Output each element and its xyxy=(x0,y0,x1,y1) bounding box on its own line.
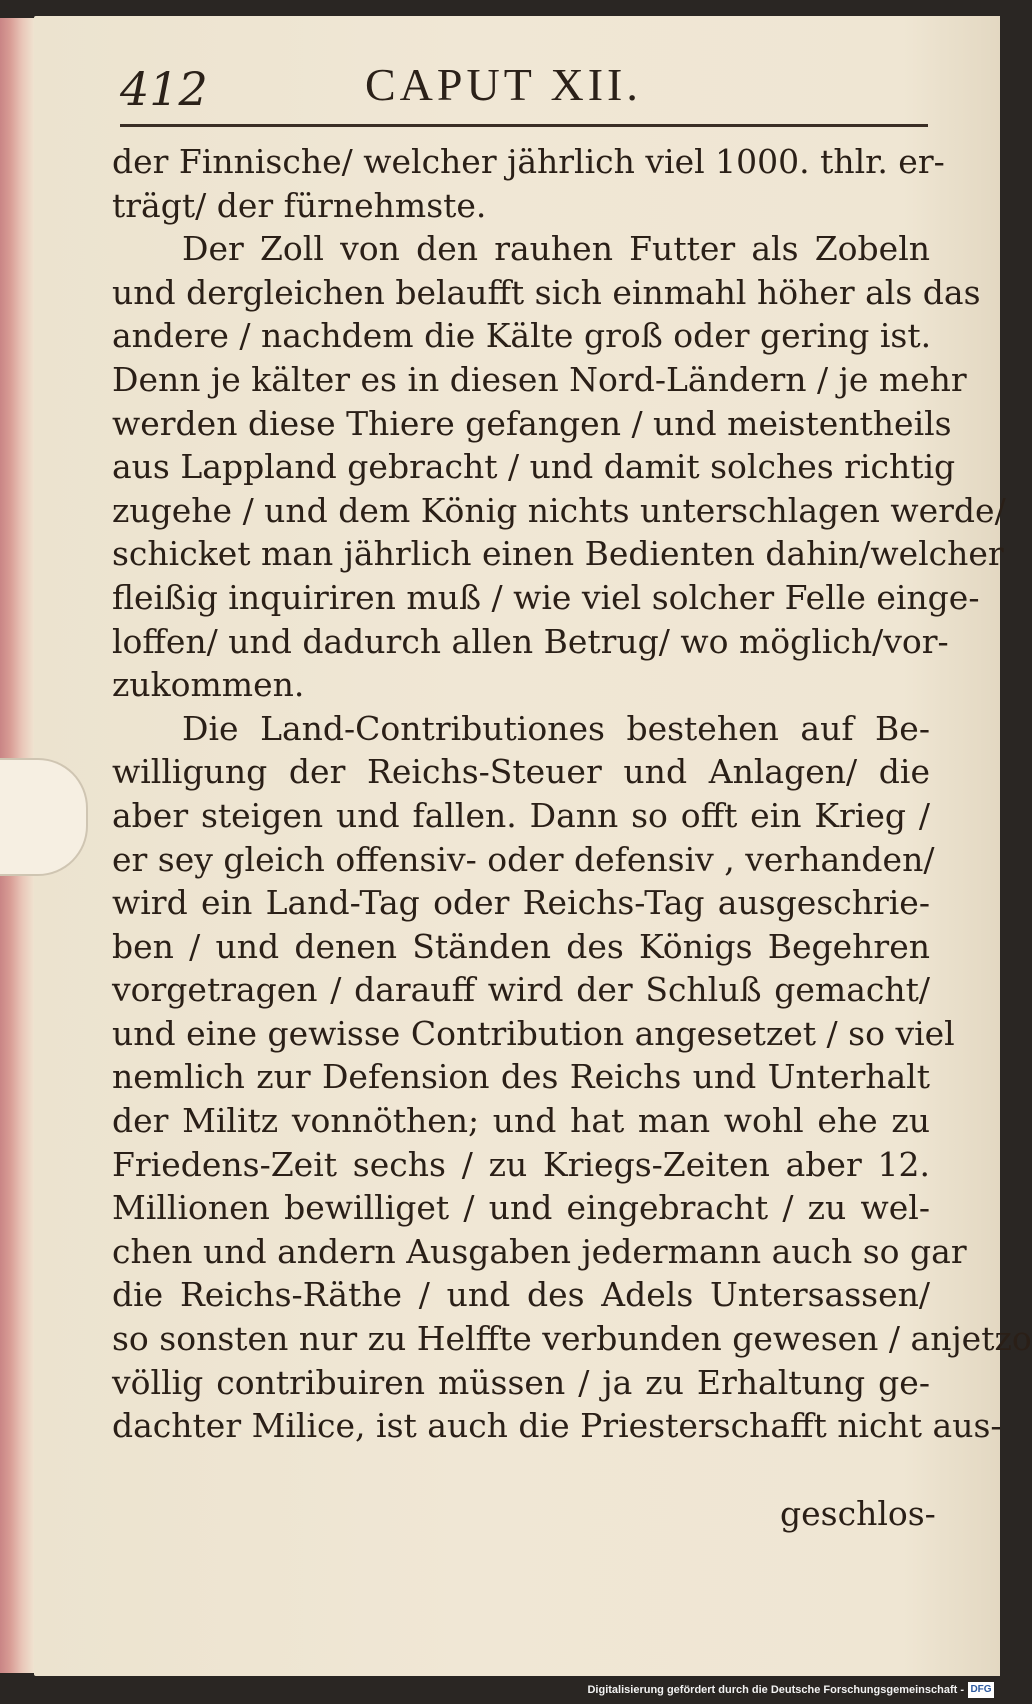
text-line: Millionen bewilliget / und eingebracht / zu wel- xyxy=(112,1188,930,1228)
text-line: die Reichs-Räthe / und des Adels Untersassen/ xyxy=(112,1275,930,1315)
text-line: zugehe / und dem König nichts unterschlagen werde/ xyxy=(112,490,1006,530)
text-line: zukommen. xyxy=(112,665,305,705)
catchword: geschlos- xyxy=(780,1494,936,1533)
text-line: vorgetragen / darauff wird der Schluß gemacht/ xyxy=(112,970,930,1010)
text-line: werden diese Thiere gefangen / und meistentheils xyxy=(112,403,952,443)
text-line: nemlich zur Defension des Reichs und Unterhalt xyxy=(112,1057,930,1097)
text-line: Der Zoll von den rauhen Futter als Zobeln xyxy=(182,229,930,269)
text-line: und eine gewisse Contribution angesetzet / so viel xyxy=(112,1013,955,1053)
text-line: schicket man jährlich einen Bedienten dahin/welcher xyxy=(112,534,1004,574)
text-line: ben / und denen Ständen des Königs Begehren xyxy=(112,926,930,966)
body-text xyxy=(112,140,1032,1520)
text-line: dachter Milice, ist auch die Priesterschafft nicht aus- xyxy=(112,1406,1002,1446)
text-line: loffen/ und dadurch allen Betrug/ wo möglich/vor- xyxy=(112,621,949,661)
text-line: chen und andern Ausgaben jedermann auch so gar xyxy=(112,1231,967,1271)
text-line: willigung der Reichs-Steuer und Anlagen/ die xyxy=(112,752,930,792)
text-line: völlig contribuiren müssen / ja zu Erhaltung ge- xyxy=(112,1362,930,1402)
text-line: der Militz vonnöthen; und hat man wohl ehe zu xyxy=(112,1101,930,1141)
digitization-credit: Digitalisierung gefördert durch die Deutsche Forschungsgemeinschaft - xyxy=(587,1684,964,1696)
text-line: Die Land-Contributiones bestehen auf Be- xyxy=(182,708,930,748)
text-line: trägt/ der fürnehmste. xyxy=(112,185,487,225)
dfg-logo: DFG xyxy=(968,1682,994,1698)
header-rule xyxy=(120,124,928,127)
text-line: wird ein Land-Tag oder Reichs-Tag ausgeschrie- xyxy=(112,883,930,923)
text-line: aber steigen und fallen. Dann so offt ein Krieg / xyxy=(112,795,930,835)
running-title: CAPUT XII. xyxy=(365,59,642,110)
text-line: Friedens-Zeit sechs / zu Kriegs-Zeiten aber 12. xyxy=(112,1144,930,1184)
text-line: andere / nachdem die Kälte groß oder gering ist. xyxy=(112,316,932,356)
text-line: so sonsten nur zu Helffte verbunden gewesen / anjetzo xyxy=(112,1319,1032,1359)
text-line: er sey gleich offensiv- oder defensiv , verhanden/ xyxy=(112,839,935,879)
text-line: der Finnische/ welcher jährlich viel 1000. thlr. er- xyxy=(112,142,945,181)
text-line: Denn je kälter es in diesen Nord-Ländern / je mehr xyxy=(112,359,967,399)
text-line: fleißig inquiriren muß / wie viel solcher Felle einge- xyxy=(112,577,980,617)
text-line: und dergleichen belaufft sich einmahl höher als das xyxy=(112,272,981,312)
page-number: 412 xyxy=(120,62,208,116)
page-tab-marker xyxy=(0,758,88,876)
text-line: aus Lappland gebracht / und damit solches richtig xyxy=(112,447,956,487)
page-header xyxy=(120,54,940,124)
